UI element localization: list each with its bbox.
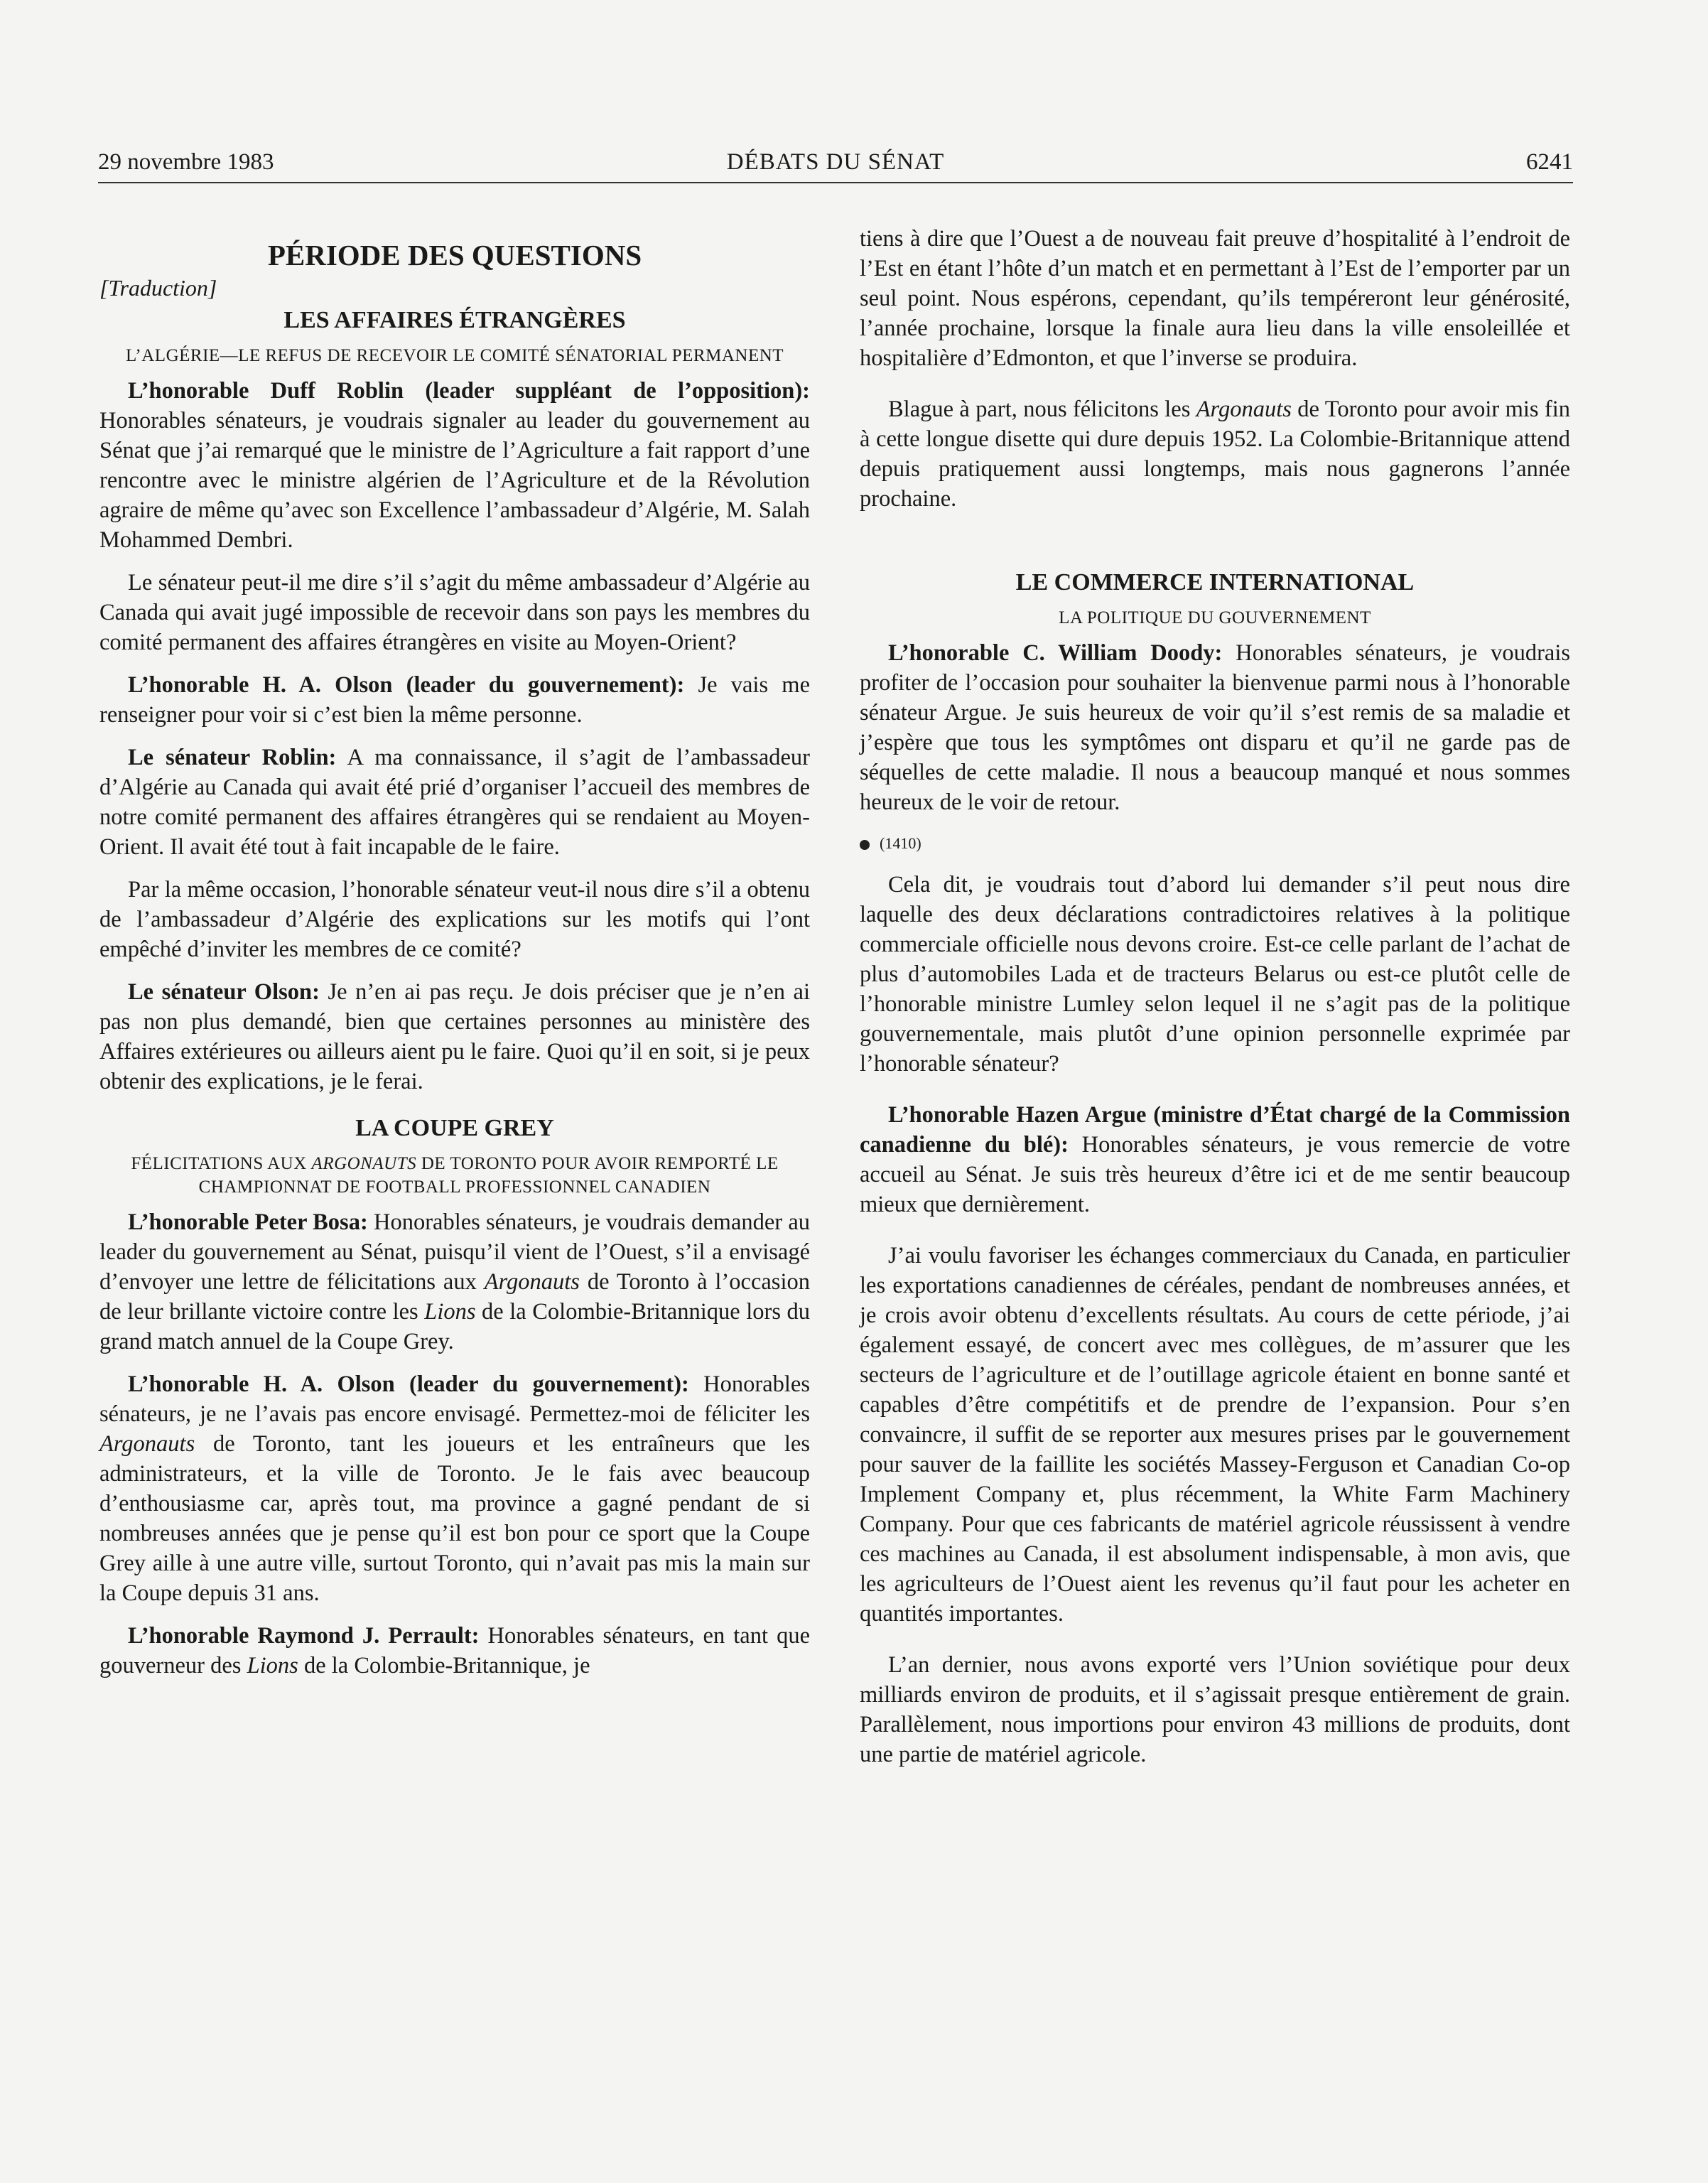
paragraph-text: Honorables sénateurs, je voudrais profiter de l’occasion pour souhaiter la bienvenue parmi nous à l’honorable sénateur Argue. Je suis heureux de voir qu’il s’est remis de sa maladie et j’espère que tous les symptômes ont disparu et qu’il ne garde pas de séquelles de cette maladie. Il nous a beaucoup manqué et nous sommes heureux de le voir de retour.	[860, 640, 1571, 815]
paragraph	[99, 977, 810, 1096]
heading-international-trade: LE COMMERCE INTERNATIONAL	[1015, 569, 1415, 595]
paragraph	[99, 1621, 810, 1681]
team-name: Argonauts	[484, 1269, 580, 1295]
translation-label: Traduction	[108, 275, 208, 301]
paragraph: J’ai voulu favoriser les échanges commerciaux du Canada, en particulier les exportations canadiennes de céréales, pendant de nombreuses années, et je crois avoir obtenu d’excellents résultats. Au cours de cette période, j’ai également essayé, de concert avec mes collègues, de m’assurer que les secteurs de l’agriculture et de l’outillage agricole étaient en bonne santé et capables d’être compétitifs et de prendre de l’expansion. Pour s’en convaincre, il suffit de se reporter aux mesures prises par le gouvernement pour sauver de la faillite les sociétés Massey-Ferguson et Canadian Co-op Implement Company et, plus récemment, la White Farm Machinery Company. Pour que ces fabricants de matériel agricole réussissent à vendre ces machines au Canada, il est absolument indispensable, à mon avis, que les agriculteurs de l’Ouest aient les revenus qu’il faut pour les acheter en quantités importantes.	[860, 1243, 1570, 1627]
right-column	[860, 224, 1570, 1769]
team-name: Lions	[247, 1653, 298, 1678]
team-name: Argonauts	[99, 1431, 195, 1457]
bullet-icon	[860, 840, 870, 850]
time-marker	[860, 834, 1570, 853]
heading-grey-cup: LA COUPE GREY	[355, 1115, 554, 1141]
paragraph	[99, 376, 810, 555]
paragraph-text: Honorables sénateurs, je voudrais signaler au leader du gouvernement au Sénat que j’ai remarqué que le ministre de l’Agriculture a fait rapport d’une rencontre avec le ministre algérien de l’Agriculture et de la Révolution agraire de même qu’avec son Excellence l’ambassadeur d’Algérie, M. Salah Mohammed Dembri.	[99, 408, 810, 553]
paragraph: Le sénateur peut-il me dire s’il s’agit du même ambassadeur d’Algérie au Canada qui avait jugé impossible de recevoir dans son pays les membres du comité permanent des affaires étrangères en visite au Moyen-Orient?	[99, 570, 810, 655]
subheading-text: DE TORONTO POUR AVOIR REMPORTÉ LE CHAMPIONNAT DE FOOTBALL PROFESSIONNEL CANADIEN	[198, 1154, 779, 1197]
paragraph: tiens à dire que l’Ouest a de nouveau fait preuve d’hospitalité à l’endroit de l’Est en étant l’hôte d’un match et en permettant à l’Est de l’emporter par un seul point. Nous espérons, cependant, qu’ils tempéreront leur générosité, l’année prochaine, lorsque la finale aura lieu dans la ville ensoleillée et hospitalière d’Edmonton, et que l’inverse se produira.	[860, 226, 1570, 371]
time-marker-text: (1410)	[880, 834, 921, 852]
subheading-argonauts	[99, 1152, 810, 1199]
paragraph: Par la même occasion, l’honorable sénateur veut-il nous dire s’il a obtenu de l’ambassadeur d’Algérie des explications sur les motifs qui l’ont empêché d’inviter les membres de ce comité?	[99, 877, 810, 962]
paragraph-text: A ma connaissance, il s’agit de l’ambassadeur d’Algérie au Canada qui avait été prié d’organiser l’accueil des membres de notre comité permanent des affaires étrangères qui se rendaient au Moyen-Orient. Il avait été tout à fait incapable de le faire.	[99, 745, 810, 860]
paragraph: L’an dernier, nous avons exporté vers l’Union soviétique pour deux milliards environ de produits, et il s’agissait presque entièrement de grain. Parallèlement, nous importions pour environ 43 millions de produits, dont une partie de matériel agricole.	[860, 1652, 1570, 1767]
paragraph	[860, 394, 1570, 514]
speaker-name: L’honorable H. A. Olson (leader du gouvernement):	[128, 672, 685, 698]
paragraph-text: de Toronto à l’occasion de leur brillante victoire contre les	[99, 1269, 810, 1325]
page-header	[98, 149, 1573, 183]
header-date: 29 novembre 1983	[98, 149, 274, 175]
paragraph-text: de Toronto, tant les joueurs et les entraîneurs que les administrateurs, et la ville de Toronto. Je le fais avec beaucoup d’enthousiasme car, après tout, ma province a gagné pendant de si nombreuses années que je pense qu’il est bon pour ce sport que la Coupe Grey aille à une autre ville, surtout Toronto, qui n’avait pas mis la main sur la Coupe depuis 31 ans.	[99, 1431, 810, 1606]
paragraph-text: Honorables sénateurs, je voudrais demander au leader du gouvernement au Sénat, puisqu’il vient de l’Ouest, s’il a envisagé d’envoyer une lettre de félicitations aux	[99, 1209, 810, 1295]
paragraph-text: Blague à part, nous félicitons les	[888, 397, 1196, 422]
paragraph	[99, 743, 810, 862]
subheading-text: FÉLICITATIONS AUX	[131, 1154, 312, 1173]
section-title: PÉRIODE DES QUESTIONS	[267, 239, 642, 271]
subheading-government-policy: LA POLITIQUE DU GOUVERNEMENT	[1059, 608, 1371, 627]
speaker-name: Le sénateur Roblin:	[128, 745, 337, 770]
paragraph	[99, 670, 810, 730]
speaker-name: Le sénateur Olson:	[128, 979, 320, 1005]
translation-note: [Traduction]	[99, 275, 217, 301]
paragraph-text: de la Colombie-Britannique, je	[298, 1653, 590, 1678]
subheading-team: ARGONAUTS	[311, 1154, 417, 1173]
paragraph	[99, 1369, 810, 1608]
paragraph-text: de la Colombie-Britannique lors du grand match annuel de la Coupe Grey.	[99, 1299, 810, 1354]
paragraph	[860, 1100, 1570, 1219]
paragraph-text: de Toronto pour avoir mis fin à cette longue disette qui dure depuis 1952. La Colombie-Britannique attend depuis pratiquement aussi longtemps, mais nous gagnerons l’année prochaine.	[860, 397, 1570, 512]
speaker-name: L’honorable H. A. Olson (leader du gouvernement):	[128, 1371, 689, 1397]
left-column	[99, 224, 810, 1681]
speaker-name: L’honorable Raymond J. Perrault:	[128, 1623, 480, 1649]
speaker-name: L’honorable Peter Bosa:	[128, 1209, 368, 1235]
heading-foreign-affairs: LES AFFAIRES ÉTRANGÈRES	[283, 307, 626, 333]
team-name: Argonauts	[1196, 397, 1292, 422]
speaker-name: L’honorable Hazen Argue (ministre d’État chargé de la Commission canadienne du blé):	[860, 1102, 1570, 1158]
paragraph-text: Je n’en ai pas reçu. Je dois préciser que je n’en ai pas non plus demandé, bien que certaines personnes au ministère des Affaires extérieures ou ailleurs aient pu le faire. Quoi qu’il en soit, si je peux obtenir des explications, je le ferai.	[99, 979, 811, 1094]
team-name: Lions	[424, 1299, 476, 1325]
subheading-algeria: L’ALGÉRIE—LE REFUS DE RECEVOIR LE COMITÉ SÉNATORIAL PERMANENT	[125, 346, 784, 365]
paragraph-text: Honorables sénateurs, je vous remercie de votre accueil au Sénat. Je suis très heureux d’être ici et de me sentir beaucoup mieux que dernièrement.	[860, 1132, 1571, 1217]
paragraph-text: Honorables sénateurs, en tant que gouverneur des	[99, 1623, 810, 1678]
header-title: DÉBATS DU SÉNAT	[726, 149, 945, 175]
header-page-number: 6241	[1526, 149, 1573, 175]
paragraph-text: Je vais me renseigner pour voir si c’est bien la même personne.	[99, 672, 810, 728]
paragraph-text: Honorables sénateurs, je ne l’avais pas encore envisagé. Permettez-moi de féliciter les	[99, 1371, 810, 1427]
speaker-name: L’honorable Duff Roblin (leader suppléant de l’opposition):	[128, 378, 810, 404]
paragraph	[860, 638, 1570, 817]
paragraph	[99, 1207, 810, 1357]
paragraph: Cela dit, je voudrais tout d’abord lui demander s’il peut nous dire laquelle des deux déclarations contradictoires relatives à la politique commerciale officielle nous devons croire. Est-ce celle parlant de l’achat de plus d’automobiles Lada et de tracteurs Belarus ou est-ce plutôt celle de l’honorable ministre Lumley selon lequel il ne s’agit pas de la politique gouvernementale, mais plutôt d’une opinion personnelle exprimée par l’honorable sénateur?	[860, 872, 1570, 1077]
speaker-name: L’honorable C. William Doody:	[888, 640, 1223, 666]
